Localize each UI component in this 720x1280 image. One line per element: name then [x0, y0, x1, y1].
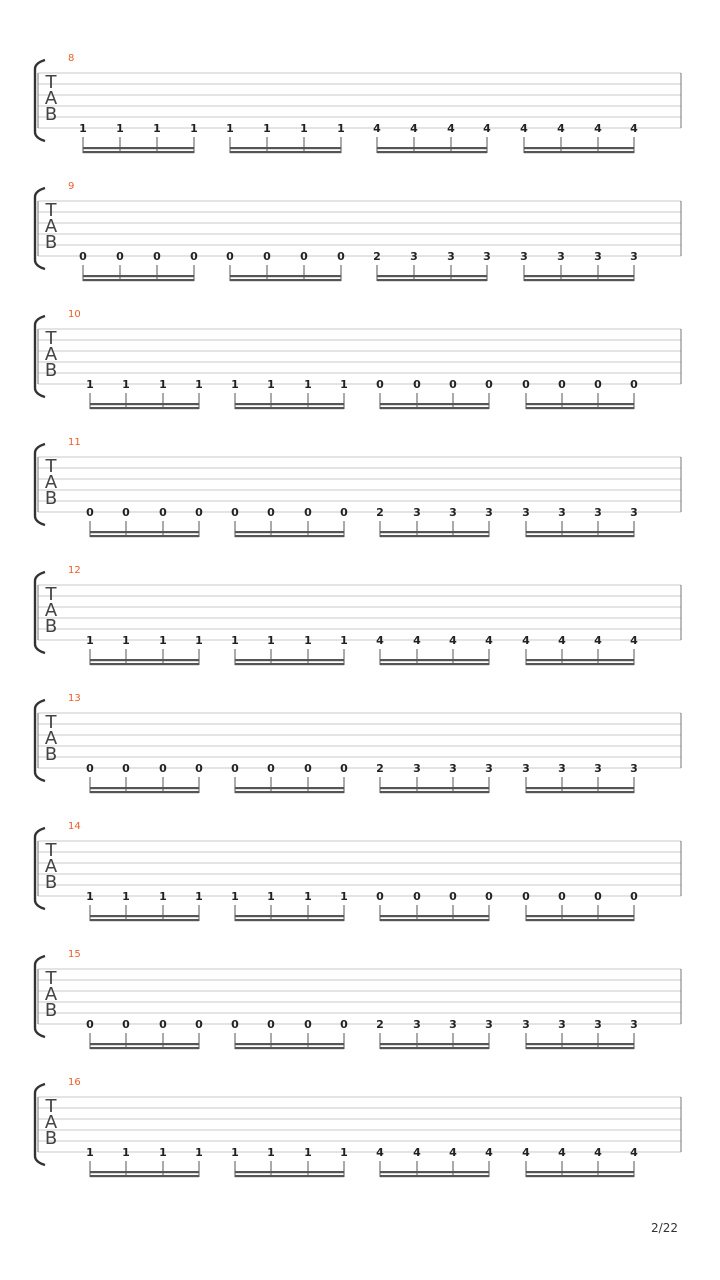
tab-clef-letter: B [44, 1000, 58, 1021]
fret-number: 4 [630, 1146, 638, 1159]
fret-number: 1 [340, 890, 348, 903]
fret-number: 2 [376, 506, 384, 519]
fret-number: 0 [195, 1018, 203, 1031]
beam [377, 147, 487, 149]
fret-number: 4 [449, 1146, 457, 1159]
beam [526, 915, 634, 917]
fret-number: 1 [195, 890, 203, 903]
beam [235, 535, 344, 537]
beam [235, 787, 344, 789]
fret-number: 4 [483, 122, 491, 135]
measure-number: 15 [68, 949, 81, 960]
tab-clef-letter: A [44, 728, 58, 749]
fret-number: 4 [485, 634, 493, 647]
fret-number: 0 [159, 762, 167, 775]
fret-number: 1 [190, 122, 198, 135]
beam [526, 535, 634, 537]
beam [90, 791, 199, 793]
fret-number: 4 [447, 122, 455, 135]
measure-number: 14 [68, 821, 81, 832]
fret-number: 4 [376, 1146, 384, 1159]
fret-number: 2 [373, 250, 381, 263]
system-bracket [35, 1084, 45, 1165]
fret-number: 1 [340, 1146, 348, 1159]
fret-number: 3 [447, 250, 455, 263]
tab-system [35, 565, 681, 665]
fret-number: 0 [263, 250, 271, 263]
fret-number: 3 [522, 762, 530, 775]
beam [380, 915, 489, 917]
fret-number: 3 [413, 762, 421, 775]
beam [526, 1047, 634, 1049]
fret-number: 1 [86, 378, 94, 391]
fret-number: 1 [231, 890, 239, 903]
fret-number: 3 [413, 1018, 421, 1031]
fret-number: 1 [226, 122, 234, 135]
fret-number: 1 [195, 1146, 203, 1159]
beam [235, 663, 344, 665]
tab-clef-letter: T [45, 584, 57, 605]
fret-number: 1 [122, 378, 130, 391]
fret-number: 0 [267, 506, 275, 519]
fret-number: 0 [594, 890, 602, 903]
measure-number: 9 [68, 181, 75, 192]
tab-system [35, 693, 681, 793]
tab-clef-letter: A [44, 984, 58, 1005]
beam [90, 663, 199, 665]
system-bracket [35, 444, 45, 525]
beam [377, 275, 487, 277]
tab-system [35, 181, 681, 281]
beam [90, 659, 199, 661]
page-number: 2/22 [651, 1221, 678, 1235]
beam [380, 791, 489, 793]
fret-number: 1 [304, 634, 312, 647]
fret-number: 0 [122, 1018, 130, 1031]
measure-number: 12 [68, 565, 81, 576]
fret-number: 4 [485, 1146, 493, 1159]
beam [235, 791, 344, 793]
beam [526, 407, 634, 409]
system-bracket [35, 828, 45, 909]
fret-number: 0 [159, 506, 167, 519]
fret-number: 3 [485, 1018, 493, 1031]
fret-number: 0 [267, 762, 275, 775]
fret-number: 1 [340, 378, 348, 391]
beam [377, 151, 487, 153]
fret-number: 4 [630, 634, 638, 647]
fret-number: 1 [86, 634, 94, 647]
fret-number: 0 [122, 762, 130, 775]
fret-number: 3 [485, 762, 493, 775]
fret-number: 0 [86, 506, 94, 519]
fret-number: 3 [558, 506, 566, 519]
beam [83, 151, 194, 153]
beam [90, 915, 199, 917]
fret-number: 4 [558, 634, 566, 647]
fret-number: 0 [86, 1018, 94, 1031]
beam [90, 1171, 199, 1173]
beam [235, 659, 344, 661]
fret-number: 0 [413, 890, 421, 903]
beam [526, 787, 634, 789]
tab-clef-letter: T [45, 456, 57, 477]
tab-clef-letter: A [44, 344, 58, 365]
beam [524, 151, 634, 153]
tab-clef-letter: T [45, 712, 57, 733]
fret-number: 2 [376, 1018, 384, 1031]
beam [380, 663, 489, 665]
measure-number: 8 [68, 53, 75, 64]
fret-number: 0 [159, 1018, 167, 1031]
fret-number: 1 [159, 634, 167, 647]
beam [83, 147, 194, 149]
beam [526, 1043, 634, 1045]
system-bracket [35, 316, 45, 397]
fret-number: 1 [86, 890, 94, 903]
fret-number: 1 [267, 634, 275, 647]
fret-number: 1 [79, 122, 87, 135]
fret-number: 4 [413, 1146, 421, 1159]
measure-number: 11 [68, 437, 81, 448]
fret-number: 0 [86, 762, 94, 775]
fret-number: 0 [449, 890, 457, 903]
fret-number: 0 [485, 890, 493, 903]
fret-number: 1 [159, 890, 167, 903]
fret-number: 3 [485, 506, 493, 519]
tab-clef-letter: B [44, 1128, 58, 1149]
tab-clef-letter: T [45, 1096, 57, 1117]
beam [235, 1171, 344, 1173]
beam [235, 531, 344, 533]
tab-clef-letter: B [44, 360, 58, 381]
beam [380, 1171, 489, 1173]
tab-clef-letter: B [44, 232, 58, 253]
beam [230, 151, 341, 153]
fret-number: 0 [340, 506, 348, 519]
fret-number: 3 [410, 250, 418, 263]
beam [235, 915, 344, 917]
tab-clef-letter: A [44, 600, 58, 621]
beam [526, 403, 634, 405]
beam [235, 407, 344, 409]
fret-number: 3 [522, 1018, 530, 1031]
fret-number: 0 [413, 378, 421, 391]
beam [90, 919, 199, 921]
tab-clef-letter: A [44, 1112, 58, 1133]
system-bracket [35, 956, 45, 1037]
fret-number: 4 [373, 122, 381, 135]
system-bracket [35, 700, 45, 781]
beam [524, 275, 634, 277]
beam [380, 407, 489, 409]
fret-number: 2 [376, 762, 384, 775]
beam [526, 1175, 634, 1177]
fret-number: 4 [594, 1146, 602, 1159]
measure-number: 13 [68, 693, 81, 704]
fret-number: 3 [630, 1018, 638, 1031]
tab-clef-letter: A [44, 856, 58, 877]
fret-number: 0 [231, 506, 239, 519]
fret-number: 3 [413, 506, 421, 519]
fret-number: 3 [630, 250, 638, 263]
fret-number: 0 [267, 1018, 275, 1031]
fret-number: 4 [630, 122, 638, 135]
beam [380, 1043, 489, 1045]
fret-number: 0 [558, 378, 566, 391]
beam [526, 531, 634, 533]
fret-number: 3 [630, 506, 638, 519]
fret-number: 0 [195, 506, 203, 519]
tab-clef-letter: T [45, 328, 57, 349]
fret-number: 1 [159, 378, 167, 391]
fret-number: 1 [304, 378, 312, 391]
system-bracket [35, 188, 45, 269]
fret-number: 3 [558, 1018, 566, 1031]
fret-number: 4 [594, 634, 602, 647]
fret-number: 4 [410, 122, 418, 135]
fret-number: 1 [267, 890, 275, 903]
fret-number: 0 [231, 762, 239, 775]
tab-clef-letter: T [45, 200, 57, 221]
beam [380, 919, 489, 921]
fret-number: 0 [304, 762, 312, 775]
fret-number: 1 [116, 122, 124, 135]
beam [235, 1043, 344, 1045]
fret-number: 0 [153, 250, 161, 263]
beam [526, 791, 634, 793]
beam [90, 535, 199, 537]
beam [526, 663, 634, 665]
fret-number: 4 [520, 122, 528, 135]
beam [526, 1171, 634, 1173]
beam [90, 1047, 199, 1049]
fret-number: 0 [340, 1018, 348, 1031]
tab-clef-letter: B [44, 488, 58, 509]
tab-clef-letter: A [44, 88, 58, 109]
fret-number: 0 [122, 506, 130, 519]
fret-number: 1 [267, 378, 275, 391]
fret-number: 0 [337, 250, 345, 263]
tab-clef-letter: B [44, 104, 58, 125]
fret-number: 4 [558, 1146, 566, 1159]
tab-clef-letter: B [44, 616, 58, 637]
fret-number: 0 [558, 890, 566, 903]
fret-number: 0 [449, 378, 457, 391]
beam [90, 1175, 199, 1177]
fret-number: 0 [522, 890, 530, 903]
tab-system [35, 821, 681, 921]
fret-number: 4 [413, 634, 421, 647]
tab-system [35, 437, 681, 537]
fret-number: 0 [630, 378, 638, 391]
beam [526, 659, 634, 661]
beam [524, 279, 634, 281]
fret-number: 0 [594, 378, 602, 391]
beam [524, 147, 634, 149]
beam [90, 403, 199, 405]
fret-number: 1 [122, 1146, 130, 1159]
beam [230, 279, 341, 281]
beam [380, 659, 489, 661]
tab-clef-letter: B [44, 872, 58, 893]
tab-system [35, 309, 681, 409]
fret-number: 1 [263, 122, 271, 135]
fret-number: 1 [231, 378, 239, 391]
fret-number: 0 [190, 250, 198, 263]
fret-number: 4 [557, 122, 565, 135]
fret-number: 3 [594, 762, 602, 775]
fret-number: 3 [449, 1018, 457, 1031]
beam [90, 407, 199, 409]
tab-clef-letter: T [45, 968, 57, 989]
beam [380, 1175, 489, 1177]
fret-number: 3 [558, 762, 566, 775]
fret-number: 3 [594, 506, 602, 519]
tab-clef-letter: A [44, 472, 58, 493]
fret-number: 3 [522, 506, 530, 519]
fret-number: 0 [304, 506, 312, 519]
fret-number: 3 [449, 762, 457, 775]
fret-number: 0 [630, 890, 638, 903]
fret-number: 0 [376, 890, 384, 903]
fret-number: 1 [86, 1146, 94, 1159]
fret-number: 0 [376, 378, 384, 391]
system-bracket [35, 60, 45, 141]
fret-number: 0 [116, 250, 124, 263]
beam [380, 535, 489, 537]
beam [90, 531, 199, 533]
fret-number: 1 [340, 634, 348, 647]
tab-clef-letter: A [44, 216, 58, 237]
fret-number: 3 [557, 250, 565, 263]
beam [83, 275, 194, 277]
fret-number: 1 [304, 890, 312, 903]
fret-number: 4 [522, 634, 530, 647]
tab-clef-letter: T [45, 840, 57, 861]
fret-number: 1 [231, 634, 239, 647]
fret-number: 1 [267, 1146, 275, 1159]
beam [380, 531, 489, 533]
fret-number: 1 [300, 122, 308, 135]
fret-number: 0 [79, 250, 87, 263]
fret-number: 0 [231, 1018, 239, 1031]
fret-number: 0 [226, 250, 234, 263]
fret-number: 0 [485, 378, 493, 391]
fret-number: 3 [520, 250, 528, 263]
beam [235, 919, 344, 921]
fret-number: 1 [337, 122, 345, 135]
fret-number: 1 [304, 1146, 312, 1159]
fret-number: 1 [195, 634, 203, 647]
tab-system [35, 1077, 681, 1177]
fret-number: 1 [122, 634, 130, 647]
fret-number: 1 [122, 890, 130, 903]
measure-number: 10 [68, 309, 81, 320]
beam [526, 919, 634, 921]
beam [380, 1047, 489, 1049]
beam [83, 279, 194, 281]
fret-number: 3 [483, 250, 491, 263]
beam [380, 787, 489, 789]
fret-number: 1 [195, 378, 203, 391]
fret-number: 4 [594, 122, 602, 135]
beam [235, 403, 344, 405]
fret-number: 4 [449, 634, 457, 647]
fret-number: 3 [630, 762, 638, 775]
fret-number: 1 [153, 122, 161, 135]
tab-clef-letter: B [44, 744, 58, 765]
fret-number: 0 [300, 250, 308, 263]
fret-number: 3 [594, 250, 602, 263]
fret-number: 1 [159, 1146, 167, 1159]
beam [235, 1175, 344, 1177]
fret-number: 0 [304, 1018, 312, 1031]
tab-system [35, 949, 681, 1049]
system-bracket [35, 572, 45, 653]
fret-number: 3 [594, 1018, 602, 1031]
fret-number: 0 [340, 762, 348, 775]
fret-number: 4 [376, 634, 384, 647]
tab-system [35, 53, 681, 153]
fret-number: 0 [195, 762, 203, 775]
beam [230, 275, 341, 277]
beam [377, 279, 487, 281]
beam [90, 787, 199, 789]
tab-clef-letter: T [45, 72, 57, 93]
fret-number: 3 [449, 506, 457, 519]
measure-number: 16 [68, 1077, 81, 1088]
fret-number: 1 [231, 1146, 239, 1159]
beam [380, 403, 489, 405]
beam [90, 1043, 199, 1045]
beam [230, 147, 341, 149]
fret-number: 4 [522, 1146, 530, 1159]
beam [235, 1047, 344, 1049]
fret-number: 0 [522, 378, 530, 391]
